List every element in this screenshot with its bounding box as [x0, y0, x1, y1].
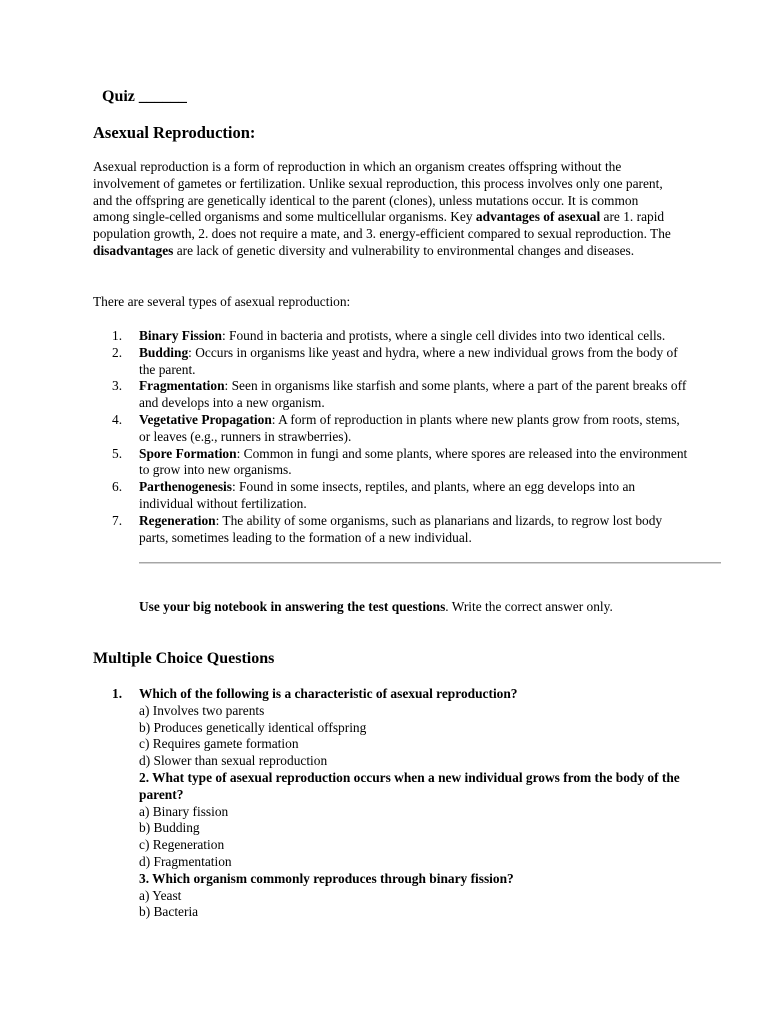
type-term: Vegetative Propagation	[139, 411, 272, 427]
type-term: Spore Formation	[139, 445, 237, 461]
type-description: : Found in bacteria and protists, where a single cell divides into two identical cells.	[221, 328, 666, 343]
type-term: Budding	[139, 344, 189, 360]
option-item: b) Budding	[139, 820, 200, 836]
intro-text-2: are 1. rapid population growth, 2. does not require a mate, and 3. energy-efficient compared to sexual reproduction. The	[93, 209, 671, 242]
list-number: 4.	[112, 411, 123, 427]
type-description: : A form of reproduction in plants where new plants grow from roots, stems, or leaves (e.g., runners in strawberries).	[139, 411, 680, 444]
questions-list	[112, 686, 682, 921]
type-term: Binary Fission	[139, 328, 222, 343]
list-item	[112, 513, 692, 547]
intro-bold-advantages: advantages of asexual	[475, 209, 601, 225]
intro-bold-disadvantages: disadvantages	[93, 242, 174, 258]
list-item	[112, 412, 692, 446]
list-item	[112, 446, 692, 480]
list-number: 6.	[112, 479, 123, 495]
option-item: a) Yeast	[139, 887, 182, 903]
instructions-rest: . Write the correct answer only.	[445, 599, 613, 614]
list-number: 7.	[112, 512, 123, 528]
list-item	[112, 378, 692, 412]
type-description: : The ability of some organisms, such as planarians and lizards, to regrow lost body parts, sometimes leading to the formation of a new individual.	[139, 512, 663, 545]
option-item: c) Regeneration	[139, 837, 225, 853]
type-description: : Found in some insects, reptiles, and plants, where an egg develops into an individual without fertilization.	[139, 479, 636, 511]
list-item	[112, 328, 692, 345]
list-number: 5.	[112, 445, 123, 461]
type-description: : Common in fungi and some plants, where spores are released into the environment to grow into new organisms.	[139, 445, 688, 478]
instructions-bold: Use your big notebook in answering the test questions	[139, 599, 446, 614]
option-item: d) Fragmentation	[139, 853, 232, 869]
quiz-title: Quiz ______	[102, 88, 187, 105]
question-3-text: 3. Which organism commonly reproduces through binary fission?	[139, 870, 514, 886]
list-number: 3.	[112, 378, 123, 394]
type-description: : Occurs in organisms like yeast and hydra, where a new individual grows from the body of the parent.	[139, 344, 678, 377]
mcq-title: Multiple Choice Questions	[93, 650, 275, 667]
types-intro: There are several types of asexual reproduction:	[93, 294, 351, 309]
type-term: Regeneration	[139, 512, 216, 528]
list-number: 2.	[112, 344, 123, 360]
option-item: a) Involves two parents	[139, 702, 265, 718]
question-number: 1.	[112, 686, 123, 701]
intro-paragraph	[93, 159, 673, 260]
option-item: b) Produces genetically identical offspring	[139, 719, 367, 735]
option-item: c) Requires gamete formation	[139, 736, 299, 752]
section-title: Asexual Reproduction:	[93, 123, 256, 142]
option-item: d) Slower than sexual reproduction	[139, 753, 328, 769]
question-block	[112, 686, 682, 921]
types-list	[112, 328, 692, 546]
list-number: 1.	[112, 328, 123, 343]
question-1-text: Which of the following is a characteristic of asexual reproduction?	[139, 686, 518, 701]
type-term: Parthenogenesis	[139, 479, 232, 495]
type-term: Fragmentation	[139, 378, 225, 394]
option-item: b) Bacteria	[139, 904, 199, 920]
list-item	[112, 345, 692, 379]
horizontal-divider	[139, 562, 721, 564]
list-item	[112, 479, 692, 513]
intro-text-3: are lack of genetic diversity and vulnerability to environmental changes and diseases.	[173, 242, 635, 258]
instructions	[139, 599, 679, 616]
type-description: : Seen in organisms like starfish and some plants, where a part of the parent breaks off and develops into a new organism.	[139, 378, 687, 411]
option-item: a) Binary fission	[139, 803, 229, 819]
intro-text-1: Asexual reproduction is a form of reproduction in which an organism creates offspring without the involvement of gametes or fertilization. Unlike sexual reproduction, this process involves only one parent, and the offspring are genetically identical to the parent (clones), unless mutations occur. It is common among single-celled organisms and some multicellular organisms. Key	[93, 159, 663, 225]
question-2-text: 2. What type of asexual reproduction occurs when a new individual grows from the body of the parent?	[139, 769, 680, 802]
